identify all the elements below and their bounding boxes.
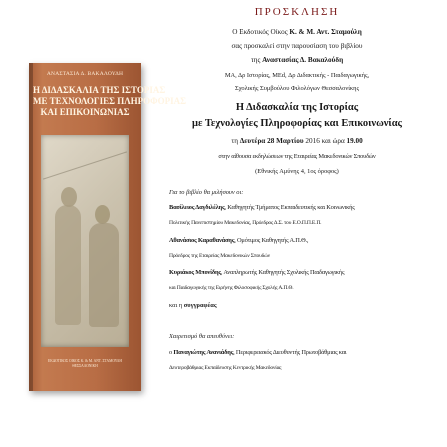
- greetings-intro: Χαιρετισμό θα απευθύνει:: [169, 333, 235, 340]
- book-cover-publisher: ΕΚΔΟΤΙΚΟΣ ΟΙΚΟΣ Κ. & Μ. ΑΝΤ. ΣΤΑΜΟΥΛΗ ΘΕΣΣΑΛΟΝΙΚΗ: [48, 359, 122, 368]
- invite-line: σας προσκαλεί στην παρουσίαση του βιβλίου: [231, 42, 363, 50]
- greeting-line: ο Παναγιώτης Ανανιάδης, Περιφερειακός Διευθυντής Πρωτοβάθμιας και: [169, 349, 347, 356]
- greeting-name: Παναγιώτης Ανανιάδης: [173, 349, 234, 356]
- event-date-line: τη Δευτέρα 28 Μαρτίου 2016 και ώρα 19.00: [231, 137, 363, 145]
- book-cover-relief-image: [41, 135, 129, 347]
- book-cover-title-line: ΚΑΙ ΕΠΙΚΟΙΝΩΝΙΑΣ: [40, 107, 130, 117]
- publisher-name: Κ. & Μ. Αντ. Σταμούλη: [289, 28, 362, 36]
- speaker-line: Πρόεδρος της Εταιρείας Μακεδονικών Σπουδών: [169, 253, 270, 259]
- speaker-line: και Παιδαγωγικής της Ειρήνης Φιλοσοφικής Σχολής Α.Π.Θ.: [169, 285, 294, 291]
- book-title-line: Η Διδασκαλία της Ιστορίας: [235, 102, 359, 113]
- book-cover-title-line: ΜΕ ΤΕΧΝΟΛΟΓΙΕΣ ΠΛΗΡΟΦΟΡΙΑΣ: [33, 96, 187, 106]
- speakers-intro: Για το βιβλίο θα μιλήσουν οι:: [169, 189, 244, 196]
- greeting-line: Δευτεροβάθμιας Εκπαίδευσης Κεντρικής Μακεδονίας: [169, 365, 282, 371]
- speaker-line: Πολιτικής Πανεπιστημίου Μακεδονίας, Πρόεδρος Δ.Σ. του Ε.Ο.Π.Π.Ε.Π.: [169, 220, 322, 226]
- event-date: Δευτέρα 28 Μαρτίου: [239, 137, 304, 145]
- speaker-line: Αθανάσιος Καραθανάσης, Ομότιμος Καθηγητής Α.Π.Θ.,: [169, 237, 309, 244]
- speaker-line: Βασίλειος Δαγδιλέλης, Καθηγητής Τμήματος Εκπαιδευτικής και Κοινωνικής: [169, 204, 355, 211]
- event-time: 19.00: [346, 137, 363, 145]
- speaker-line: Κυριάκος Μπονίδης, Αναπληρωτής Καθηγητής Σχολικής Παιδαγωγικής: [169, 269, 345, 276]
- event-address: (Εθνικής Αμύνης 4, 1ος όροφος): [255, 168, 339, 175]
- event-venue: στην αίθουσα εκδηλώσεων της Εταιρείας Μακεδονικών Σπουδών: [218, 153, 376, 160]
- speaker-name: Κυριάκος Μπονίδης: [169, 269, 221, 276]
- closing-line: και η συγγραφέας: [169, 302, 217, 309]
- author-credentials-line: Σχολικής Συμβούλου Φιλολόγων Θεσσαλονίκης: [234, 85, 360, 92]
- book-cover: [29, 63, 187, 391]
- author-credentials-line: ΜΑ, Δρ Ιστορίας, ΜΕd, Δρ Διδακτικής - Παιδαγωγικής,: [224, 72, 370, 79]
- invitation-header: ΠΡΟΣΚΛΗΣΗ: [254, 6, 340, 18]
- book-cover-title: [33, 85, 187, 118]
- author-line: της Αναστασίας Δ. Βακαλούδη: [250, 56, 344, 64]
- publisher-line: Ο Εκδοτικός Οίκος Κ. & Μ. Αντ. Σταμούλη: [232, 28, 362, 36]
- book-title-line: με Τεχνολογίες Πληροφορίας και Επικοινωνίας: [192, 118, 402, 129]
- book-cover-author: ΑΝΑΣΤΑΣΙΑ Δ. ΒΑΚΑΛΟΥΔΗ: [46, 71, 124, 77]
- book-cover-title-line: Η ΔΙΔΑΣΚΑΛΙΑ ΤΗΣ ΙΣΤΟΡΙΑΣ: [33, 85, 166, 95]
- closing-author: συγγραφέας: [183, 302, 217, 309]
- author-name: Αναστασίας Δ. Βακαλούδη: [262, 56, 344, 64]
- speaker-name: Βασίλειος Δαγδιλέλης: [169, 204, 225, 211]
- speaker-name: Αθανάσιος Καραθανάσης: [169, 237, 235, 244]
